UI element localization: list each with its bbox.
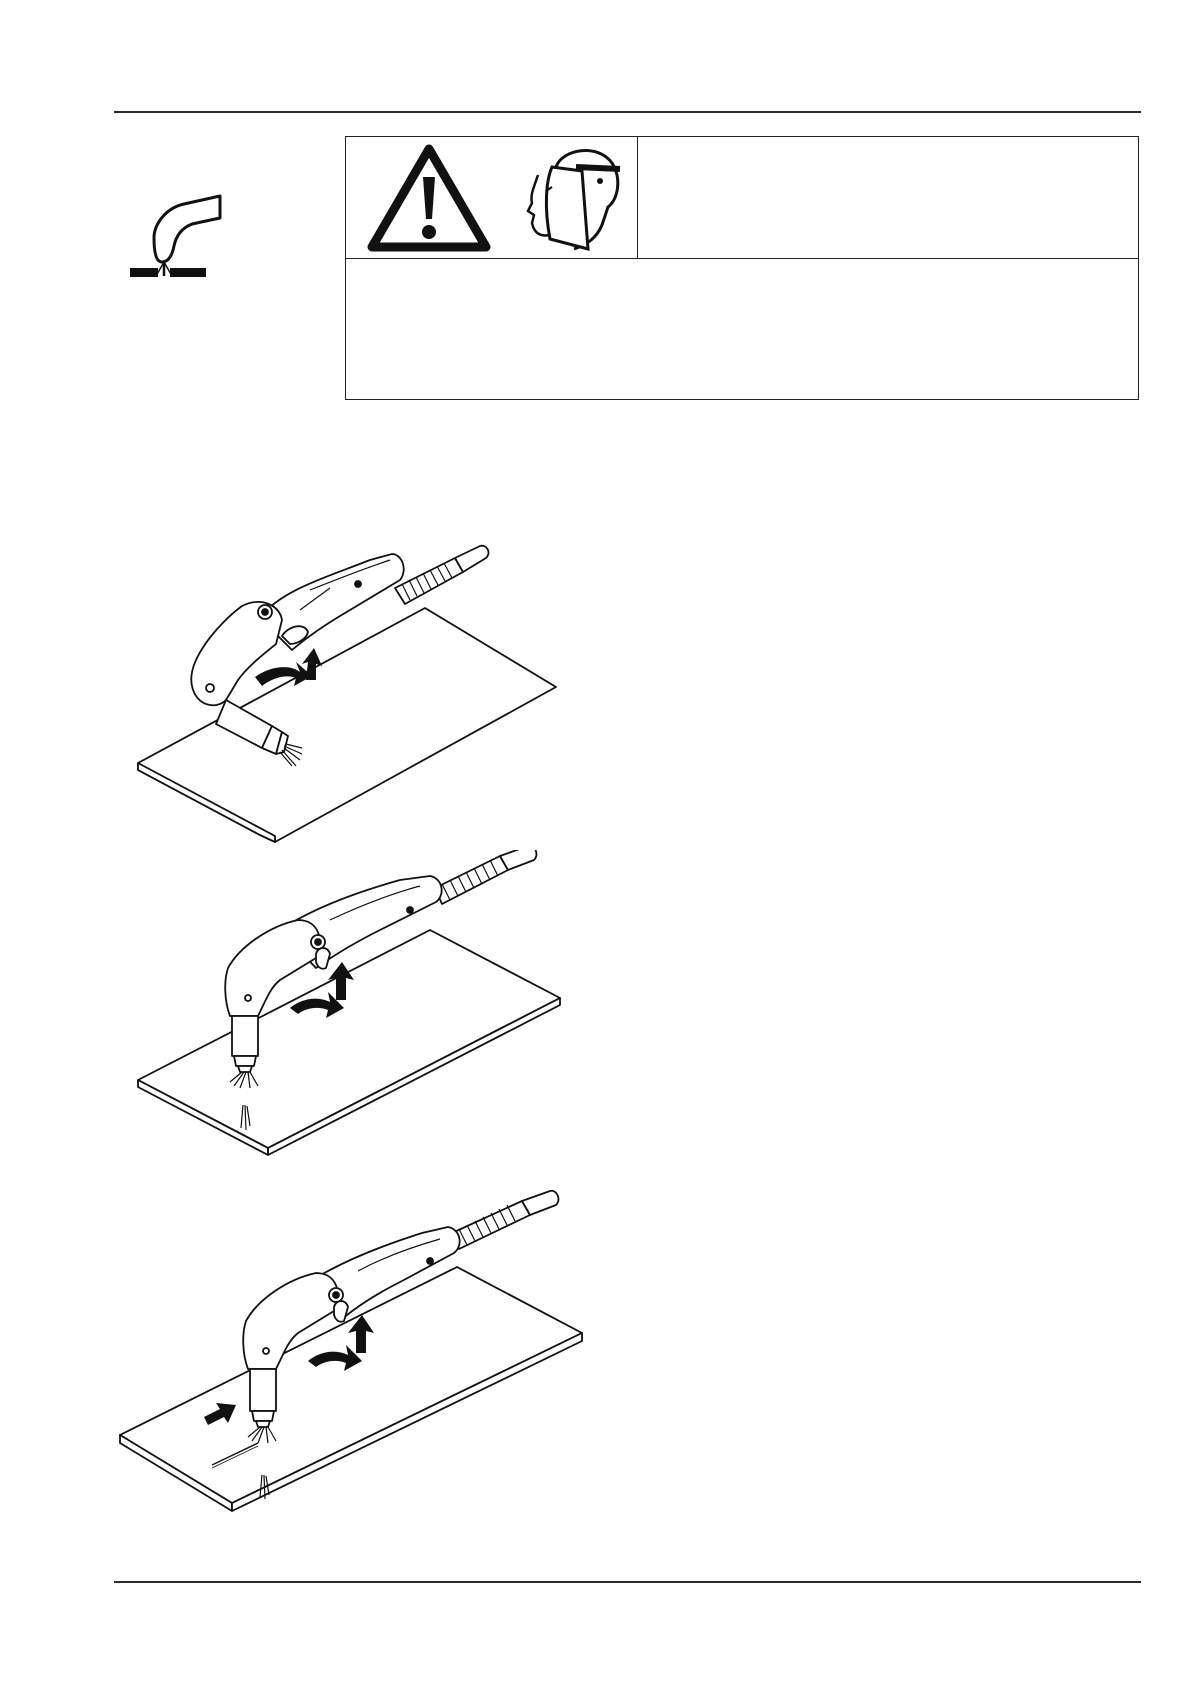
header-rule bbox=[114, 111, 1141, 113]
torch-cable bbox=[435, 856, 508, 904]
torch-nozzle bbox=[250, 1369, 276, 1411]
warning-box bbox=[345, 136, 1139, 400]
torch-angled-start-figure bbox=[130, 540, 570, 850]
footer-rule bbox=[114, 1581, 1141, 1583]
face-shield-icon bbox=[516, 141, 628, 257]
workpiece-plate bbox=[138, 608, 556, 842]
torch-vertical-pierce-figure bbox=[130, 850, 570, 1180]
torch-cable bbox=[452, 1201, 530, 1249]
warning-icons-cell bbox=[346, 137, 638, 258]
torch-nozzle bbox=[232, 1016, 258, 1056]
warning-header-row bbox=[346, 137, 1138, 259]
torch-cable bbox=[395, 558, 463, 604]
warning-text-cell bbox=[638, 137, 1138, 258]
warning-triangle-icon bbox=[364, 141, 494, 257]
warning-body-row bbox=[346, 259, 1138, 399]
plasma-cutting-torch-icon bbox=[126, 190, 226, 282]
torch-vertical-cut-direction-figure bbox=[112, 1185, 592, 1515]
